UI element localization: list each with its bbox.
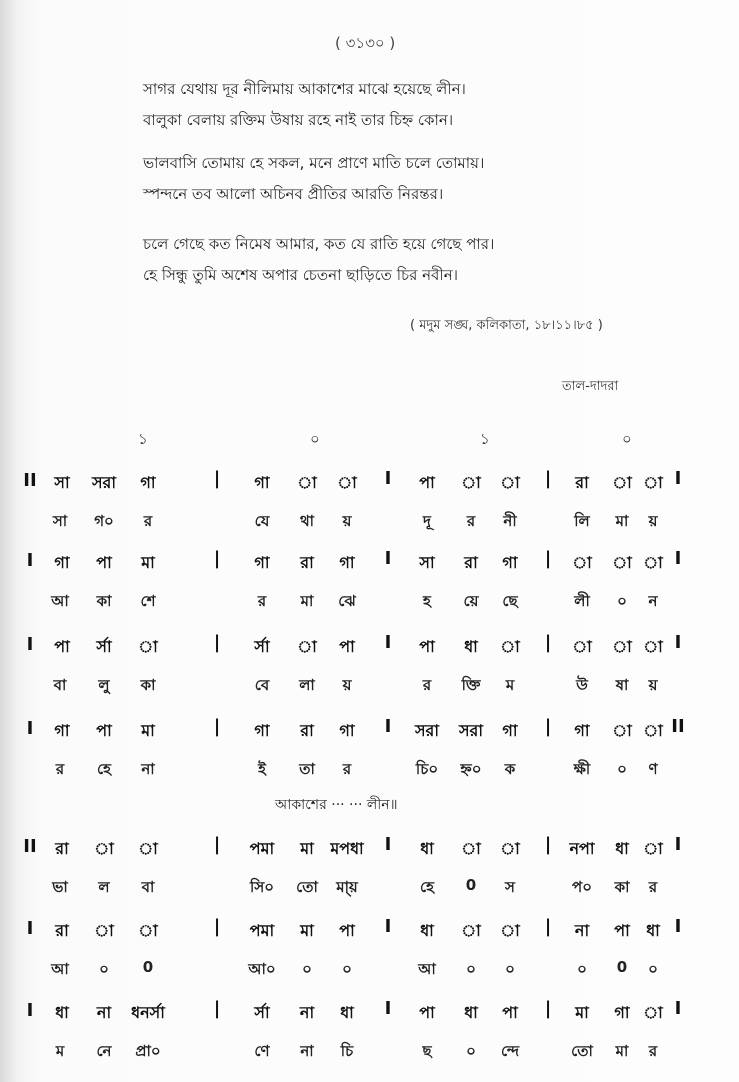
lyric-syllable: ০ <box>577 960 587 978</box>
lyric-syllable: আ০ <box>248 960 276 978</box>
swara-note: া <box>461 473 481 492</box>
swara-note: ধা <box>55 1003 69 1022</box>
swara-note: া <box>138 637 158 656</box>
poem-line: হে সিন্ধু তুমি অশেষ অপার চেতনা ছাড়িতে চির নবীন। <box>143 266 459 284</box>
swara-note: পা <box>54 637 70 656</box>
lyric-syllable: লা <box>299 676 315 694</box>
lyric-syllable: ষা <box>615 676 629 694</box>
swara-note: সা <box>419 553 435 572</box>
swara-note: নপা <box>569 839 595 858</box>
bar-line: I <box>384 998 392 1019</box>
swara-note: রা <box>300 553 314 572</box>
row-start-marker: II <box>23 470 37 491</box>
lyric-syllable: কা <box>96 592 112 610</box>
bar-line: I <box>384 468 392 489</box>
lyric-syllable: র <box>466 512 476 530</box>
lyric-syllable: লি <box>574 512 590 530</box>
bar-line: | <box>544 916 552 937</box>
lyric-syllable: চি০ <box>415 760 439 778</box>
swara-note: না <box>96 1003 112 1022</box>
lyric-syllable: না <box>141 760 155 778</box>
lyric-syllable: র <box>55 760 65 778</box>
lyric-syllable: মা <box>300 592 314 610</box>
swara-note: া <box>297 637 317 656</box>
swara-note: সা <box>54 473 70 492</box>
bar-line: | <box>213 632 221 653</box>
swara-note: না <box>574 921 590 940</box>
swara-note: গা <box>502 721 518 740</box>
bar-line: I <box>384 834 392 855</box>
lyric-syllable: ভা <box>52 878 68 896</box>
row-start-marker: I <box>26 918 34 939</box>
lyric-syllable: নী <box>503 512 517 530</box>
beat-marker: ১ <box>480 430 490 448</box>
swara-note: ধা <box>420 839 434 858</box>
swara-note: া <box>94 839 114 858</box>
bar-line: | <box>213 468 221 489</box>
swara-note: া <box>643 637 663 656</box>
swara-note: ধা <box>464 637 478 656</box>
lyric-syllable: ছে <box>502 592 518 610</box>
lyric-syllable: বা <box>53 676 67 694</box>
lyric-syllable: লী <box>574 592 590 610</box>
swara-note: পমা <box>249 921 275 940</box>
lyric-syllable: দূ <box>423 512 431 530</box>
lyric-syllable: ক্তি <box>461 676 481 694</box>
bar-line: I <box>674 916 682 937</box>
swara-note: া <box>612 637 632 656</box>
swara-note: পমা <box>249 839 275 858</box>
row-start-marker: I <box>26 634 34 655</box>
poem-line: স্পন্দনে তব আলো অচিনব প্রীতির আরতি নিরন্তর। <box>143 185 444 203</box>
lyric-syllable: ম <box>505 676 515 694</box>
lyric-syllable: ০ <box>617 592 627 610</box>
lyric-syllable: হে <box>97 760 111 778</box>
lyric-syllable: ণ <box>648 760 658 778</box>
lyric-syllable: ক <box>504 760 516 778</box>
lyric-syllable: য়ে <box>463 592 479 610</box>
lyric-syllable: চি <box>340 1042 354 1060</box>
swara-note: া <box>643 1003 663 1022</box>
lyric-syllable: 0 <box>616 958 628 976</box>
lyric-syllable: ০ <box>99 960 109 978</box>
swara-note: গা <box>339 553 355 572</box>
swara-note: ধা <box>340 1003 354 1022</box>
lyric-syllable: মা <box>615 512 629 530</box>
swara-note: া <box>643 721 663 740</box>
lyric-syllable: যে <box>254 512 270 530</box>
beat-marker: ১ <box>138 430 148 448</box>
swara-note: পা <box>419 637 435 656</box>
swara-note: পা <box>339 637 355 656</box>
swara-note: া <box>643 553 663 572</box>
lyric-syllable: আ <box>51 592 69 610</box>
lyric-syllable: ল <box>98 878 110 896</box>
poem-line: সাগর যেথায় দূর নীলিমায় আকাশের মাঝে হয়েছে লীন। <box>143 80 466 98</box>
swara-note: পা <box>502 1003 518 1022</box>
swara-note: রা <box>464 553 478 572</box>
lyric-syllable: র <box>422 676 432 694</box>
swara-note: রা <box>300 721 314 740</box>
lyric-syllable: হ <box>423 592 431 610</box>
lyric-syllable: 0 <box>465 876 477 894</box>
swara-note: া <box>297 473 317 492</box>
lyric-syllable: প০ <box>572 878 592 896</box>
bar-line: I <box>674 548 682 569</box>
swara-note: ধনর্সা <box>131 1003 165 1022</box>
lyric-syllable: গ০ <box>94 512 114 530</box>
swara-note: া <box>643 473 663 492</box>
lyric-syllable: র <box>143 512 153 530</box>
lyric-syllable: বা <box>141 878 155 896</box>
lyric-syllable: প্রা০ <box>135 1042 161 1060</box>
swara-note: র্সা <box>254 1003 270 1022</box>
swara-note: া <box>572 637 592 656</box>
lyric-syllable: ম <box>55 1042 65 1060</box>
lyric-syllable: বে <box>254 676 270 694</box>
beat-marker: ০ <box>622 430 632 448</box>
row-start-marker: II <box>23 836 37 857</box>
swara-note: গা <box>254 473 270 492</box>
bar-line: | <box>544 632 552 653</box>
row-start-marker: I <box>26 550 34 571</box>
lyric-syllable: কা <box>614 878 630 896</box>
swara-note: া <box>500 839 520 858</box>
bar-line: II <box>671 716 685 737</box>
bar-line: | <box>544 998 552 1019</box>
bar-line: | <box>544 834 552 855</box>
swara-note: া <box>612 721 632 740</box>
bar-line: | <box>213 998 221 1019</box>
swara-note: সরা <box>414 721 440 740</box>
lyric-syllable: শে <box>140 592 156 610</box>
lyric-syllable: র <box>648 878 658 896</box>
lyric-syllable: ০ <box>505 960 515 978</box>
swara-note: া <box>138 921 158 940</box>
lyric-syllable: স <box>505 878 515 896</box>
lyric-syllable: র <box>648 1042 658 1060</box>
lyric-syllable: নে <box>96 1042 112 1060</box>
swara-note: রা <box>55 921 69 940</box>
lyric-syllable: আ <box>51 960 69 978</box>
lyric-syllable: র <box>342 760 352 778</box>
swara-note: পা <box>339 921 355 940</box>
lyric-syllable: উ <box>576 676 588 694</box>
swara-note: গা <box>502 553 518 572</box>
lyric-syllable: য় <box>342 676 352 694</box>
tala-label: তাল-দাদরা <box>562 379 619 394</box>
bar-line: | <box>213 716 221 737</box>
bar-line: | <box>213 834 221 855</box>
lyric-syllable: থা <box>299 512 315 530</box>
swara-note: গা <box>614 1003 630 1022</box>
swara-note: পা <box>419 1003 435 1022</box>
refrain-marker: আকাশের ··· ··· লীন॥ <box>275 797 398 813</box>
swara-note: া <box>461 839 481 858</box>
bar-line: | <box>544 716 552 737</box>
swara-note: পা <box>419 473 435 492</box>
swara-note: পা <box>96 721 112 740</box>
swara-note: গা <box>54 553 70 572</box>
bar-line: I <box>674 632 682 653</box>
lyric-syllable: লু <box>98 676 110 694</box>
swara-note: মা <box>575 1003 589 1022</box>
swara-note: া <box>572 553 592 572</box>
swara-note: া <box>461 921 481 940</box>
lyric-syllable: ০ <box>302 960 312 978</box>
page-number: ( ৩১৩০ ) <box>335 34 396 52</box>
lyric-syllable: মা <box>615 1042 629 1060</box>
swara-note: া <box>337 473 357 492</box>
lyric-syllable: ০ <box>342 960 352 978</box>
swara-note: ধা <box>646 921 660 940</box>
swara-note: র্সা <box>254 637 270 656</box>
bar-line: | <box>544 548 552 569</box>
swara-note: া <box>612 553 632 572</box>
lyric-syllable: ণে <box>254 1042 270 1060</box>
swara-note: ধা <box>420 921 434 940</box>
row-start-marker: I <box>26 718 34 739</box>
swara-note: সরা <box>91 473 117 492</box>
lyric-syllable: তো <box>296 878 318 896</box>
bar-line: | <box>213 916 221 937</box>
bar-line: I <box>674 998 682 1019</box>
citation: ( মদুম সঙ্ঘ, কলিকাতা, ১৮।১১।৮৫ ) <box>410 318 603 333</box>
lyric-syllable: কা <box>140 676 156 694</box>
swara-note: মপধা <box>330 839 364 858</box>
lyric-syllable: তা <box>299 760 315 778</box>
lyric-syllable: 0 <box>142 958 154 976</box>
swara-note: মা <box>141 553 155 572</box>
poem-line: বালুকা বেলায় রক্তিম উষায় রহে নাই তার চিহ্ন কোন। <box>143 111 454 129</box>
lyric-syllable: মা্য় <box>336 878 358 896</box>
lyric-syllable: সা <box>52 512 68 530</box>
swara-note: া <box>500 637 520 656</box>
bar-line: I <box>384 548 392 569</box>
lyric-syllable: হ্ন০ <box>460 760 482 778</box>
lyric-syllable: তো <box>571 1042 593 1060</box>
swara-note: গা <box>254 553 270 572</box>
lyric-syllable: য় <box>648 676 658 694</box>
swara-note: ধা <box>615 839 629 858</box>
swara-note: া <box>500 473 520 492</box>
swara-note: রা <box>55 839 69 858</box>
lyric-syllable: ছ <box>422 1042 432 1060</box>
swara-note: া <box>94 921 114 940</box>
swara-note: গা <box>54 721 70 740</box>
swara-note: মা <box>300 921 314 940</box>
swara-note: া <box>612 473 632 492</box>
swara-note: গা <box>254 721 270 740</box>
swara-note: া <box>500 921 520 940</box>
bar-line: | <box>213 548 221 569</box>
lyric-syllable: ন্দে <box>500 1042 520 1060</box>
poem-line: ভালবাসি তোমায় হে সকল, মনে প্রাণে মাতি চলে তোমায়। <box>143 154 485 172</box>
lyric-syllable: ই <box>258 760 266 778</box>
swara-note: সরা <box>458 721 484 740</box>
lyric-syllable: য় <box>648 512 658 530</box>
lyric-syllable: আ <box>418 960 436 978</box>
bar-line: I <box>384 916 392 937</box>
bar-line: I <box>674 834 682 855</box>
bar-line: I <box>384 632 392 653</box>
swara-note: গা <box>574 721 590 740</box>
swara-note: মা <box>300 839 314 858</box>
lyric-syllable: ০ <box>648 960 658 978</box>
lyric-syllable: ০ <box>466 960 476 978</box>
lyric-syllable: ন <box>648 592 658 610</box>
lyric-syllable: হে <box>420 878 434 896</box>
swara-note: গা <box>339 721 355 740</box>
poem-line: চলে গেছে কত নিমেষ আমার, কত যে রাতি হয়ে গেছে পার। <box>143 235 495 253</box>
swara-note: ধা <box>464 1003 478 1022</box>
swara-note: রা <box>575 473 589 492</box>
swara-note: গা <box>140 473 156 492</box>
swara-note: র্সা <box>96 637 112 656</box>
lyric-syllable: য় <box>342 512 352 530</box>
beat-marker: ০ <box>310 430 320 448</box>
lyric-syllable: সি০ <box>250 878 274 896</box>
swara-note: পা <box>96 553 112 572</box>
bar-line: I <box>674 468 682 489</box>
swara-note: পা <box>614 921 630 940</box>
bar-line: | <box>544 468 552 489</box>
swara-note: মা <box>141 721 155 740</box>
lyric-syllable: ক্ষী <box>573 760 591 778</box>
lyric-syllable: র <box>257 592 267 610</box>
lyric-syllable: ০ <box>466 1042 476 1060</box>
row-start-marker: I <box>26 1000 34 1021</box>
bar-line: I <box>384 716 392 737</box>
swara-note: না <box>299 1003 315 1022</box>
swara-note: া <box>643 839 663 858</box>
swara-note: া <box>138 839 158 858</box>
lyric-syllable: ঝে <box>338 592 356 610</box>
lyric-syllable: না <box>300 1042 314 1060</box>
lyric-syllable: ০ <box>617 760 627 778</box>
